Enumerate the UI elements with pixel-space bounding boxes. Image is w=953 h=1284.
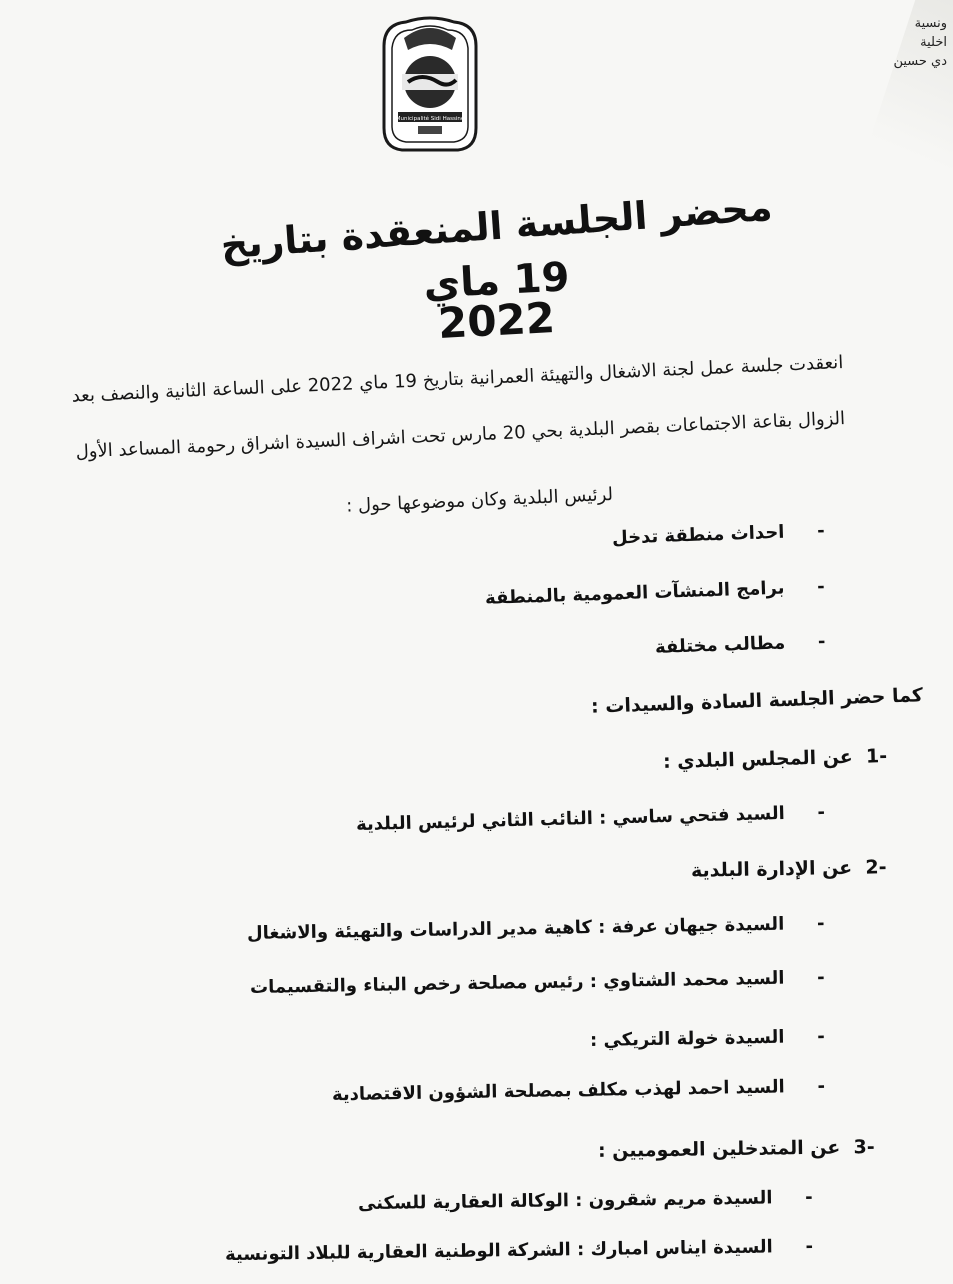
document-title-line-2: 19 ماي [422,254,571,308]
corner-line-2: اخلية [920,35,947,50]
section-number: -3 [853,1136,876,1159]
member-dash: - [817,801,826,824]
corner-header [807,14,947,71]
member-text: السيد فتحي ساسي : النائب الثاني لرئيس البلدية [355,802,785,836]
corner-line-3: دي حسين [893,54,947,69]
section-title: عن الإدارة البلدية [691,856,853,882]
member-item [358,1187,813,1214]
agenda-item-1 [612,520,825,548]
section-title: عن المتدخلين العموميين : [598,1136,841,1162]
agenda-text: مطالب مختلفة [654,632,786,658]
member-text: السيدة خولة التريكي : [590,1026,785,1052]
agenda-dash: - [817,520,826,542]
agenda-dash: - [817,576,826,598]
section-1-heading [663,745,888,773]
member-item [225,1236,813,1265]
section-3-heading [598,1136,875,1162]
member-text: السيدة ايناس امبارك : الشركة الوطنية العقارية للبلاد التونسية [224,1236,773,1266]
corner-line-1: ونسية [914,16,947,31]
attendance-heading: كما حضر الجلسة السادة والسيدات : [590,684,924,718]
member-text: السيدة جيهان عرفة : كاهية مدير الدراسات والتهيئة والاشغال [247,913,785,945]
section-title: عن المجلس البلدي : [662,745,853,773]
member-text: السيد احمد لهذب مكلف بمصلحة الشؤون الاقتصادية [331,1076,785,1106]
section-2-heading [691,856,887,881]
agenda-dash: - [817,631,826,653]
agenda-text: احداث منطقة تدخل [611,521,786,549]
logo-caption: Municipalité Sidi Hassine [395,116,465,122]
member-dash: - [817,912,826,935]
member-item [356,802,825,835]
member-text: السيدة مريم شقرون : الوكالة العقارية للسكنى [358,1187,773,1215]
intro-line-3: لرئيس البلدية وكان موضوعها حول : [345,484,614,517]
member-dash: - [805,1186,814,1208]
member-dash: - [805,1235,814,1257]
document-title-line-1: محضر الجلسة المنعقدة بتاريخ [219,184,774,268]
member-item [590,1026,825,1051]
intro-line-1: انعقدت جلسة عمل لجنة الاشغال والتهيئة العمرانية بتاريخ 19 ماي 2022 على الساعة الثانية والنصف بعد [71,352,844,407]
section-number: -2 [865,856,888,879]
member-dash: - [817,1025,826,1048]
document-title-year: 2022 [436,292,557,349]
agenda-item-3 [654,631,825,658]
municipality-emblem-logo [378,16,482,156]
agenda-text: برامج المنشآت العمومية بالمنطقة [484,577,786,609]
member-item [332,1076,825,1106]
intro-line-2: الزوال بقاعة الاجتماعات بقصر البلدية بحي 20 مارس تحت اشراف السيدة اشراق رحومة المساعد الأول [75,408,846,463]
member-item [247,913,825,944]
member-dash: - [817,966,826,989]
section-number: -1 [865,745,888,768]
agenda-item-2 [485,576,825,609]
member-text: السيد محمد الشتاوي : رئيس مصلحة رخص البناء والتقسيمات [250,967,785,999]
member-item [250,967,825,998]
member-dash: - [817,1075,826,1097]
